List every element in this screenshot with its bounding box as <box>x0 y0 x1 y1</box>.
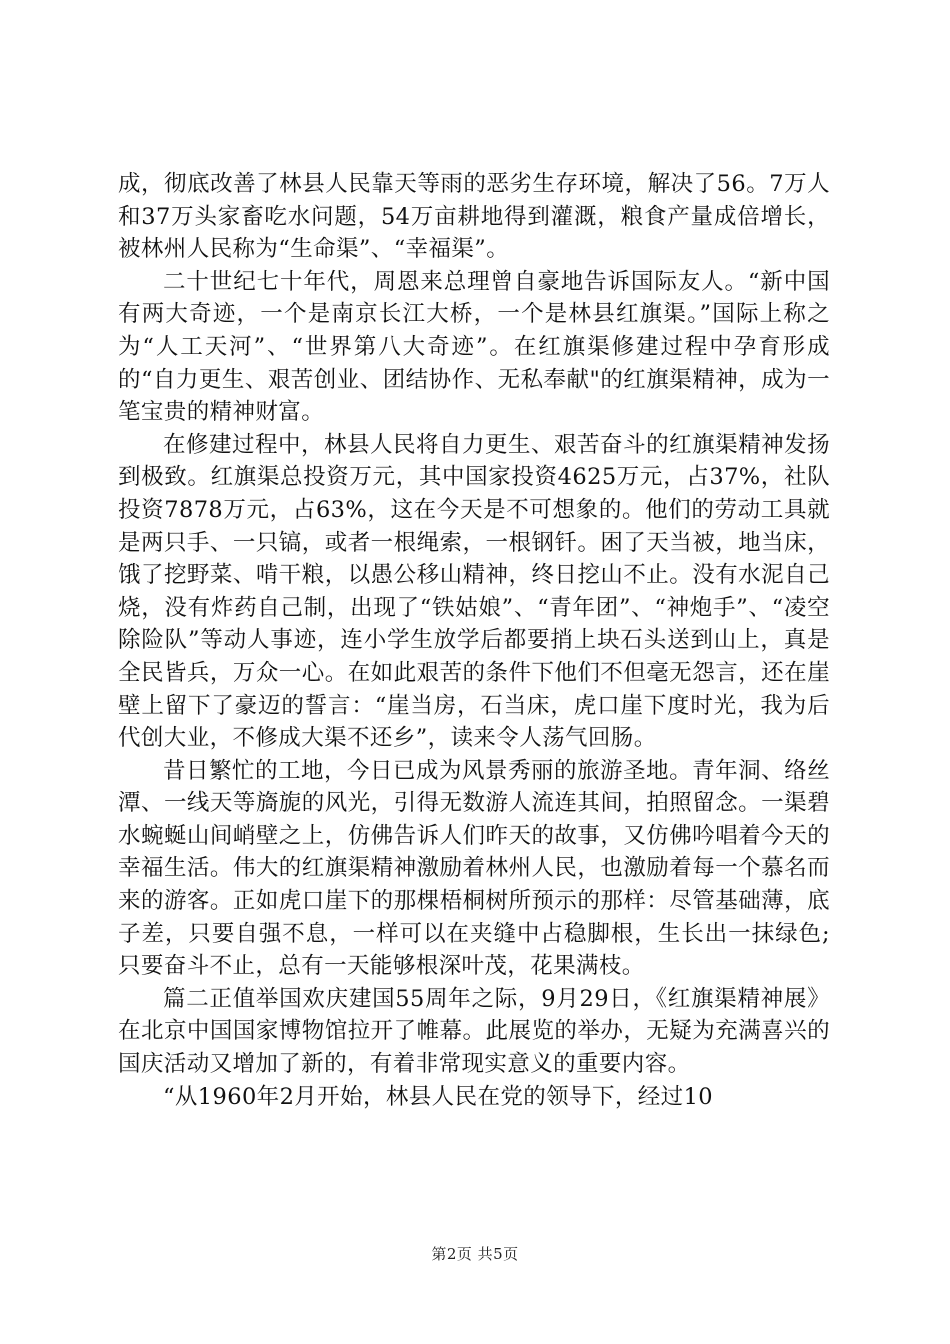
page-footer: 第2页 共5页 <box>431 1245 519 1263</box>
document-body <box>118 168 830 1113</box>
paragraph-3: 在修建过程中，林县人民将自力更生、艰苦奋斗的红旗渠精神发扬到极致。红旗渠总投资万元，其中国家投资4625万元，占37%，社队投资7878万元，占63%，这在今天是不可想象的。他们的劳动工具就是两只手、一只镐，或者一根绳索，一根钢钎。困了天当被，地当床，饿了挖野菜、啃干粮，以愚公移山精神，终日挖山不止。没有水泥自己烧，没有炸药自己制，出现了“铁姑娘”、“青年团”、“神炮手”、“凌空除险队”等动人事迹，连小学生放学后都要捎上块石头送到山上，真是全民皆兵，万众一心。在如此艰苦的条件下他们不但毫无怨言，还在崖壁上留下了豪迈的誓言：“崖当房，石当床，虎口崖下度时光，我为后代创大业，不修成大渠不还乡”，读来令人荡气回肠。 <box>118 431 830 752</box>
paragraph-6: “从1960年2月开始，林县人民在党的领导下，经过10 <box>163 1083 714 1110</box>
paragraph-1: 成，彻底改善了林县人民靠天等雨的恶劣生存环境，解决了56。7万人和37万头家畜吃水问题，54万亩耕地得到灌溉，粮食产量成倍增长，被林州人民称为“生命渠”、“幸福渠”。 <box>118 171 830 263</box>
paragraph-5: 篇二正值举国欢庆建国55周年之际，9月29日，《红旗渠精神展》在北京中国国家博物馆拉开了帷幕。此展览的举办，无疑为充满喜兴的国庆活动又增加了新的，有着非常现实意义的重要内容。 <box>118 985 830 1078</box>
paragraph-2: 二十世纪七十年代，周恩来总理曾自豪地告诉国际友人。“新中国有两大奇迹，一个是南京长江大桥，一个是林县红旗渠。”国际上称之为“人工天河”、“世界第八大奇迹”。在红旗渠修建过程中孕育形成的“自力更生、艰苦创业、团结协作、无私奉献"的红旗渠精神，成为一笔宝贵的精神财富。 <box>118 268 830 426</box>
paragraph-4: 昔日繁忙的工地，今日已成为风景秀丽的旅游圣地。青年洞、络丝潭、一线天等旖旎的风光，引得无数游人流连其间，拍照留念。一渠碧水蜿蜒山间峭壁之上，仿佛告诉人们昨天的故事，又仿佛吟唱着今天的幸福生活。伟大的红旗渠精神激励着林州人民，也激励着每一个慕名而来的游客。正如虎口崖下的那棵梧桐树所预示的那样：尽管基础薄，底子差，只要自强不息，一样可以在夹缝中占稳脚根，生长出一抹绿色;只要奋斗不止，总有一天能够根深叶茂，花果满枝。 <box>118 757 830 980</box>
